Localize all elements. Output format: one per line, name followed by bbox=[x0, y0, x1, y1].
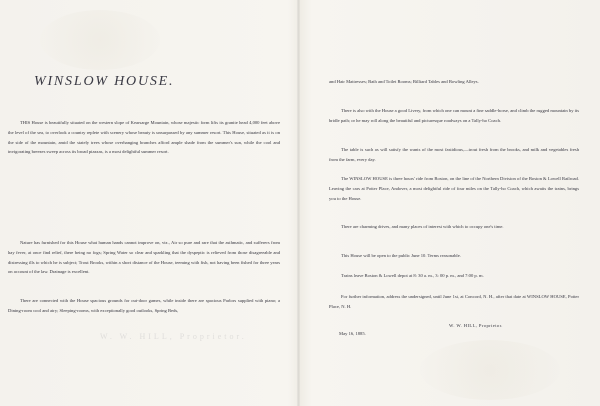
paragraph-opening: This House will be open to the public June 10. Terms reasonable. bbox=[341, 253, 461, 258]
paragraph-livery: There is also with the House a good Livery, from which one can mount a fine saddle-horse, and climb the rugged mountain by its bridle path; or he may roll along the beautiful and picturesque roadways on a Tally-ho Coach. bbox=[329, 108, 579, 123]
date: May 16, 1885. bbox=[339, 331, 366, 336]
paragraph-drives: There are charming drives, and many places of interest with which to occupy one's time. bbox=[341, 224, 504, 229]
right-page bbox=[300, 0, 600, 406]
paragraph-amenities: There are connected with the House spacious grounds for out-door games, while inside there are spacious Parlors supplied with piano; a Dining-room cool and airy; Sleeping-rooms, with exceptionally good outlooks, Spring Beds, bbox=[8, 298, 280, 313]
show-through-text: W. W. HILL, Proprietor. bbox=[100, 332, 247, 341]
signature: W. W. HILL, Proprietor. bbox=[449, 323, 503, 328]
paragraph-amenities-cont: and Hair Mattresses; Bath and Toilet Rooms; Billiard Tables and Bowling Alleys. bbox=[329, 79, 479, 84]
page-title: WINSLOW HOUSE. bbox=[34, 74, 175, 89]
paragraph-contact: For further information, address the undersigned, until June 1st, at Concord, N. H., after that date at WINSLOW HOUSE, Potter Place, N. H. bbox=[329, 294, 579, 309]
paragraph-table: The table is such as will satisfy the wants of the most fastidious,—trout fresh from the brooks, and milk and vegetables fresh from the farm, every day. bbox=[329, 147, 579, 162]
paragraph-trains: Trains leave Boston & Lowell depot at 8: 30 a. m., 3: 00 p. m., and 7:00 p. m. bbox=[341, 273, 484, 278]
paragraph-travel: The WINSLOW HOUSE is three hours' ride from Boston, on the line of the Northern Division of the Boston & Lowell Railroad. Leaving the cars at Potter Place, Andover, a most delightful ride of four miles on the Tally-ho Coach, which awaits the trains, brings you to the House. bbox=[329, 176, 579, 201]
paragraph-nature: Nature has furnished for this House what human hands cannot improve on, viz., Air so pure and rare that the asthmatic, and sufferers from hay fever, at once find relief, there being no fogs; Spring Water so clear and sparkling that the dyspeptic is relieved from those disagreeable and distressing ills to which he is subject; Trout Brooks, within a short distance of the House, teeming with fish, not having been fished for three years on account of the law. Drainage is excellent. bbox=[8, 240, 280, 275]
paragraph-location: THIS House is beautifully situated on the western slope of Kearsarge Mountain, whose majestic form lifts its granite head 4,000 feet above the level of the sea, to overlook a country replete with scenery whose beauty is unsurpassed by any summer resort. This House, situated as it is on the side of the mountain, amid the stately trees whose overhanging branches afford ample shade from the summer's sun, while the cool and invigorating breezes sweep across its broad piazzas, is a most delightful summer resort. bbox=[8, 120, 280, 155]
left-page bbox=[0, 0, 297, 406]
